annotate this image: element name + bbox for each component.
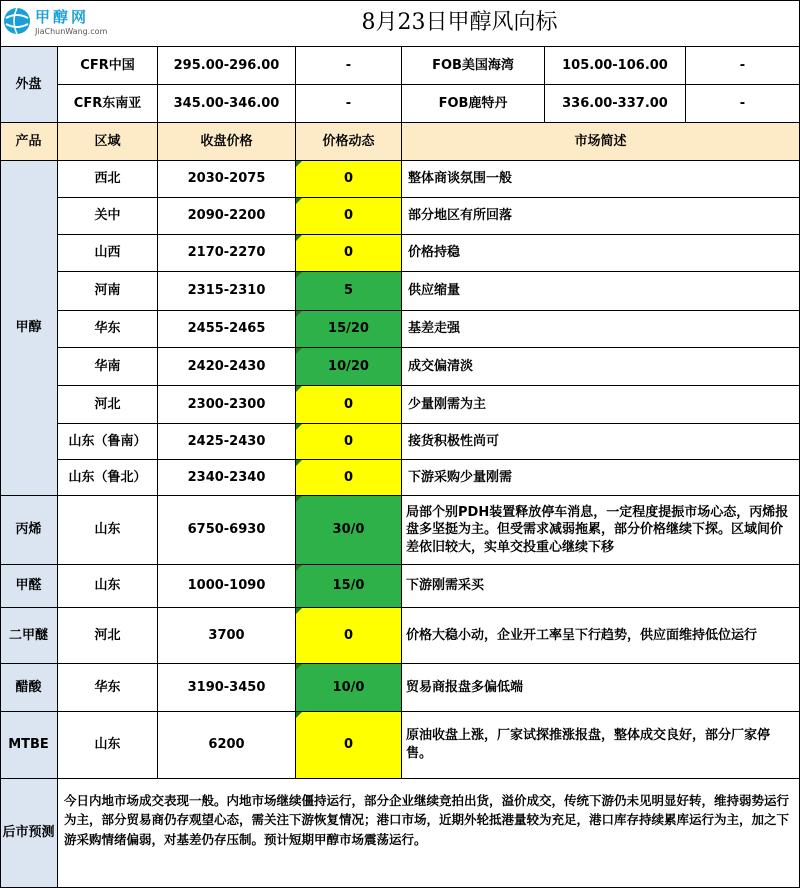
price-change-cell: 5: [296, 272, 402, 311]
logo-cell: [0, 0, 120, 47]
cell-marker-icon: [296, 460, 302, 466]
region-cell: 河北: [58, 386, 158, 424]
closing-price-cell: 1000-1090: [158, 565, 296, 608]
price-change-cell: 0: [296, 712, 402, 779]
region-cell: 关中: [58, 198, 158, 235]
outer-quote-price: 105.00-106.00: [545, 47, 686, 85]
column-header-region: 区域: [58, 123, 158, 161]
cell-marker-icon: [296, 496, 302, 502]
product-label: 甲醛: [0, 565, 58, 608]
price-change-cell: 10/0: [296, 664, 402, 712]
forecast-text: 今日内地市场成交表现一般。内地市场继续僵持运行，部分企业继续竞拍出货，溢价成交，传统下游仍未见明显好转，维持弱势运行为主，部分贸易商仍存观望心态，需关注下游恢复情况；港口市场，近期外轮抵港量较为充足，港口库存持续累库运行为主，加之下游采购情绪偏弱，对基差仍存压制。预计短期甲醇市场震荡运行。: [58, 779, 800, 888]
product-label-methanol: 甲醇: [0, 161, 58, 496]
price-change-cell: 10/20: [296, 348, 402, 386]
region-cell: 西北: [58, 161, 158, 198]
region-cell: 河北: [58, 608, 158, 664]
outer-quote-change: -: [686, 47, 800, 85]
closing-price-cell: 2340-2340: [158, 460, 296, 496]
outer-quote-price: 345.00-346.00: [158, 85, 296, 123]
region-cell: 山东（鲁北）: [58, 460, 158, 496]
cell-marker-icon: [296, 424, 302, 430]
outer-quote-change: -: [296, 47, 402, 85]
price-change-cell: 0: [296, 424, 402, 460]
product-label: MTBE: [0, 712, 58, 779]
closing-price-cell: 2425-2430: [158, 424, 296, 460]
closing-price-cell: 2170-2270: [158, 235, 296, 272]
outer-quote-change: -: [296, 85, 402, 123]
region-cell: 山东: [58, 496, 158, 565]
logo-url: JiaChunWang.com: [35, 27, 108, 36]
column-header-product: 产品: [0, 123, 58, 161]
market-description-cell: 部分地区有所回落: [402, 198, 800, 235]
market-description-cell: 下游采购少量刚需: [402, 460, 800, 496]
closing-price-cell: 6750-6930: [158, 496, 296, 565]
market-description-cell: 下游刚需采买: [402, 565, 800, 608]
price-change-cell: 0: [296, 460, 402, 496]
price-change-cell: 0: [296, 198, 402, 235]
market-description-cell: 基差走强: [402, 311, 800, 348]
cell-marker-icon: [296, 235, 302, 241]
region-cell: 华东: [58, 311, 158, 348]
logo-name: 甲醇网: [35, 8, 90, 26]
product-label: 醋酸: [0, 664, 58, 712]
outer-quote-price: 295.00-296.00: [158, 47, 296, 85]
region-cell: 山东: [58, 712, 158, 779]
price-change-cell: 0: [296, 161, 402, 198]
region-cell: 山西: [58, 235, 158, 272]
market-description-cell: 原油收盘上涨，厂家试探推涨报盘，整体成交良好，部分厂家停售。: [402, 712, 800, 779]
cell-marker-icon: [296, 161, 302, 167]
outer-quote-name: FOB美国海湾: [402, 47, 545, 85]
closing-price-cell: 2090-2200: [158, 198, 296, 235]
market-description-cell: 价格大稳小动，企业开工率呈下行趋势，供应面维持低位运行: [402, 608, 800, 664]
outer-market-label: 外盘: [0, 47, 58, 123]
forecast-label: 后市预测: [0, 779, 58, 888]
column-header-price: 收盘价格: [158, 123, 296, 161]
cell-marker-icon: [296, 311, 302, 317]
closing-price-cell: 3190-3450: [158, 664, 296, 712]
cell-marker-icon: [296, 608, 302, 614]
product-label: 丙烯: [0, 496, 58, 565]
cell-marker-icon: [296, 712, 302, 718]
closing-price-cell: 2420-2430: [158, 348, 296, 386]
market-description-cell: 少量刚需为主: [402, 386, 800, 424]
price-change-cell: 0: [296, 608, 402, 664]
price-change-cell: 15/20: [296, 311, 402, 348]
price-change-cell: 30/0: [296, 496, 402, 565]
region-cell: 山东: [58, 565, 158, 608]
market-description-cell: 价格持稳: [402, 235, 800, 272]
cell-marker-icon: [296, 198, 302, 204]
product-label: 二甲醚: [0, 608, 58, 664]
cell-marker-icon: [296, 386, 302, 392]
outer-quote-change: -: [686, 85, 800, 123]
closing-price-cell: 2455-2465: [158, 311, 296, 348]
price-change-cell: 0: [296, 235, 402, 272]
closing-price-cell: 2315-2310: [158, 272, 296, 311]
region-cell: 华东: [58, 664, 158, 712]
outer-quote-name: FOB鹿特丹: [402, 85, 545, 123]
closing-price-cell: 3700: [158, 608, 296, 664]
column-header-description: 市场简述: [402, 123, 800, 161]
cell-marker-icon: [296, 565, 302, 571]
closing-price-cell: 2030-2075: [158, 161, 296, 198]
column-header-change: 价格动态: [296, 123, 402, 161]
closing-price-cell: 6200: [158, 712, 296, 779]
cell-marker-icon: [296, 664, 302, 670]
outer-quote-name: CFR中国: [58, 47, 158, 85]
market-description-cell: 成交偏清淡: [402, 348, 800, 386]
market-description-cell: 接货积极性尚可: [402, 424, 800, 460]
region-cell: 山东（鲁南）: [58, 424, 158, 460]
cell-marker-icon: [296, 348, 302, 354]
price-change-cell: 15/0: [296, 565, 402, 608]
region-cell: 河南: [58, 272, 158, 311]
market-description-cell: 贸易商报盘多偏低端: [402, 664, 800, 712]
outer-quote-price: 336.00-337.00: [545, 85, 686, 123]
cell-marker-icon: [296, 272, 302, 278]
price-change-cell: 0: [296, 386, 402, 424]
closing-price-cell: 2300-2300: [158, 386, 296, 424]
market-description-cell: 整体商谈氛围一般: [402, 161, 800, 198]
outer-quote-name: CFR东南亚: [58, 85, 158, 123]
page-title: 8月23日甲醇风向标: [120, 0, 800, 47]
market-description-cell: 供应缩量: [402, 272, 800, 311]
region-cell: 华南: [58, 348, 158, 386]
market-description-cell: 局部个别PDH装置释放停车消息，一定程度提振市场心态，丙烯报盘多坚挺为主。但受需求减弱拖累，部分价格继续下探。区域间价差依旧较大，实单交投重心继续下移: [402, 496, 800, 565]
